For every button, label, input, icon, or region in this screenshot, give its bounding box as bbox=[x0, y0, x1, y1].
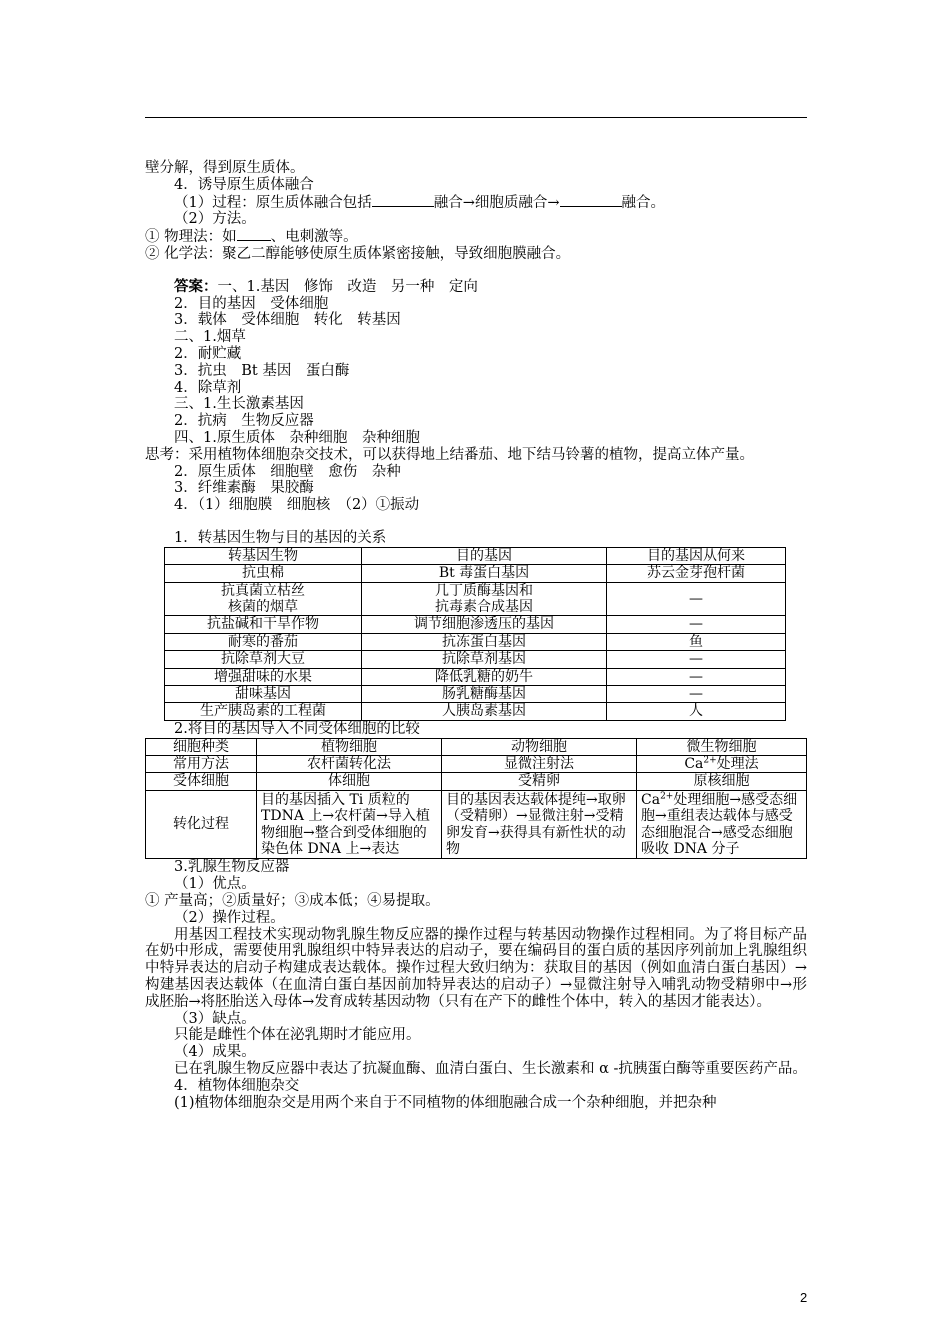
table-cell: 鱼 bbox=[607, 633, 786, 650]
table1-title: 1．转基因生物与目的基因的关系 bbox=[174, 529, 387, 546]
answer-line: 答案：一、1.基因 修饰 改造 另一种 定向 bbox=[174, 277, 478, 295]
table-cell: 抗除草剂基因 bbox=[362, 651, 607, 668]
table-cell: — bbox=[607, 651, 786, 668]
table-cell: 人 bbox=[607, 703, 786, 720]
answer-line: 3．抗虫 Bt 基因 蛋白酶 bbox=[174, 362, 350, 379]
table-cell: 抗虫棉 bbox=[165, 565, 362, 582]
table-cell: — bbox=[607, 616, 786, 633]
answer-line: 三、1.生长激素基因 bbox=[174, 396, 304, 413]
answer-line: 3．纤维素酶 果胶酶 bbox=[174, 480, 314, 497]
table-cell: 抗盐碱和干旱作物 bbox=[165, 616, 362, 633]
table-cell: 苏云金芽孢杆菌 bbox=[607, 565, 786, 582]
table-row bbox=[165, 582, 786, 616]
answer-line: 4．除草剂 bbox=[174, 379, 242, 396]
table-header-cell: 目的基因从何来 bbox=[607, 547, 786, 564]
receptor-comparison-table bbox=[145, 738, 807, 860]
table-cell: 抗冻蛋白基因 bbox=[362, 633, 607, 650]
table-cell: 几丁质酶基因和 抗毒素合成基因 bbox=[362, 582, 607, 616]
table-cell: Bt 毒蛋白基因 bbox=[362, 565, 607, 582]
header-rule bbox=[145, 117, 807, 118]
text-line: 4．诱导原生质体融合 bbox=[174, 176, 314, 193]
table-row bbox=[146, 790, 807, 859]
text-line: （2）方法。 bbox=[174, 211, 256, 228]
table-cell: 肠乳糖酶基因 bbox=[362, 685, 607, 702]
table-cell: 原核细胞 bbox=[637, 773, 807, 790]
table-cell: — bbox=[607, 685, 786, 702]
table-cell: 增强甜味的水果 bbox=[165, 668, 362, 685]
answer-line: 4．（1）细胞膜 细胞核 （2）①振动 bbox=[174, 497, 420, 514]
table-row bbox=[165, 616, 786, 633]
table-cell: $Ca^{2+}$处理细胞→感受态细胞→重组表达载体与感受态细胞混合→感受态细胞吸收 DNA 分子 bbox=[637, 790, 807, 859]
answer-line: 2．耐贮藏 bbox=[174, 345, 242, 362]
section-title: 4．植物体细胞杂交 bbox=[174, 1077, 300, 1094]
table-cell: — bbox=[607, 668, 786, 685]
table-cell: 人胰岛素基因 bbox=[362, 703, 607, 720]
fill-blank bbox=[237, 228, 271, 241]
answer-label: 答案： bbox=[174, 277, 218, 295]
page-number: 2 bbox=[800, 1290, 808, 1305]
table-row bbox=[165, 685, 786, 702]
answer-thinking: 思考：采用植物体细胞杂交技术，可以获得地上结番茄、地下结马铃薯的植物，提高立体产量。 bbox=[145, 446, 754, 463]
table-header-cell: 微生物细胞 bbox=[637, 738, 807, 755]
table-header-cell: 动物细胞 bbox=[442, 738, 637, 755]
table2-title: 2.将目的基因导入不同受体细胞的比较 bbox=[174, 720, 420, 737]
text-line: （1）优点。 bbox=[174, 876, 256, 893]
table-cell: 体细胞 bbox=[257, 773, 442, 790]
table-cell: 目的基因插入 Ti 质粒的 TDNA 上→农杆菌→导入植物细胞→整合到受体细胞的染色体 DNA 上→表达 bbox=[257, 790, 442, 859]
fusion-physical: ① 物理法：如 、电刺激等。 bbox=[145, 229, 358, 246]
table-cell: 降低乳糖的奶牛 bbox=[362, 668, 607, 685]
table-row bbox=[146, 756, 807, 773]
table-cell: 生产胰岛素的工程菌 bbox=[165, 703, 362, 720]
page-content bbox=[145, 160, 807, 1111]
table-row bbox=[165, 633, 786, 650]
table-cell: 转化过程 bbox=[146, 790, 257, 859]
answer-line: 四、1.原生质体 杂种细胞 杂种细胞 bbox=[174, 429, 420, 446]
text-line: 壁分解，得到原生质体。 bbox=[145, 160, 305, 176]
text-line: (1)植物体细胞杂交是用两个来自于不同植物的体细胞融合成一个杂种细胞，并把杂种 bbox=[174, 1094, 717, 1111]
table-cell: 目的基因表达载体提纯→取卵（受精卵）→显微注射→受精卵发育→获得具有新性状的动物 bbox=[442, 790, 637, 859]
answer-line: 2．目的基因 受体细胞 bbox=[174, 295, 329, 312]
table-cell: 常用方法 bbox=[146, 756, 257, 773]
table-cell: 显微注射法 bbox=[442, 756, 637, 773]
table-cell: $Ca^{2+}$处理法 bbox=[637, 756, 807, 773]
text-line: 只能是雌性个体在泌乳期时才能应用。 bbox=[174, 1027, 421, 1044]
table-cell: 农杆菌转化法 bbox=[257, 756, 442, 773]
table-header-row bbox=[165, 547, 786, 564]
transgenic-table bbox=[164, 547, 786, 721]
answer-line: 二、1.烟草 bbox=[174, 329, 246, 346]
table-cell: 抗真菌立枯丝 核菌的烟草 bbox=[165, 582, 362, 616]
table-header-row bbox=[146, 738, 807, 755]
table-cell: 耐寒的番茄 bbox=[165, 633, 362, 650]
table-cell: 受体细胞 bbox=[146, 773, 257, 790]
table-header-cell: 转基因生物 bbox=[165, 547, 362, 564]
fusion-process: （1）过程：原生质体融合包括 融合→细胞质融合→ 融合。 bbox=[174, 194, 666, 211]
fill-blank bbox=[560, 194, 622, 207]
table-row bbox=[165, 668, 786, 685]
answer-line: 2．原生质体 细胞壁 愈伤 杂种 bbox=[174, 463, 401, 480]
answer-line: 3．载体 受体细胞 转化 转基因 bbox=[174, 312, 401, 329]
section-title: 3.乳腺生物反应器 bbox=[174, 859, 290, 876]
table-cell: — bbox=[607, 582, 786, 616]
text-line: （2）操作过程。 bbox=[174, 909, 285, 926]
table-cell: 抗除草剂大豆 bbox=[165, 651, 362, 668]
table-row bbox=[165, 565, 786, 582]
text-line: ② 化学法：聚乙二醇能够使原生质体紧密接触，导致细胞膜融合。 bbox=[145, 245, 571, 262]
paragraph: 已在乳腺生物反应器中表达了抗凝血酶、血清白蛋白、生长激素和 α -抗胰蛋白酶等重要医药产品。 bbox=[174, 1061, 807, 1077]
table-cell: 受精卵 bbox=[442, 773, 637, 790]
table-row bbox=[146, 773, 807, 790]
text-line: （4）成果。 bbox=[174, 1044, 256, 1061]
table-row bbox=[165, 651, 786, 668]
table-header-cell: 植物细胞 bbox=[257, 738, 442, 755]
table-cell: 甜味基因 bbox=[165, 685, 362, 702]
table-header-cell: 细胞种类 bbox=[146, 738, 257, 755]
answer-line: 2．抗病 生物反应器 bbox=[174, 413, 314, 430]
text-line: （3）缺点。 bbox=[174, 1010, 256, 1027]
paragraph: 用基因工程技术实现动物乳腺生物反应器的操作过程与转基因动物操作过程相同。为了将目标产品在奶中形成，需要使用乳腺组织中特异表达的启动子，要在编码目的蛋白质的基因序列前加上乳腺组织中特异表达的启动子构建成表达载体。操作过程大致归纳为：获取目的基因（例如血清白蛋白基因）→构建基因表达载体（在血清白蛋白基因前加特异表达的启动子）→显微注射导入哺乳动物受精卵中→形成胚胎→将胚胎送入母体→发育成转基因动物（只有在产下的雌性个体中，转入的基因才能表达）。 bbox=[145, 926, 807, 1010]
fill-blank bbox=[372, 194, 434, 207]
text-line: ① 产量高；②质量好；③成本低；④易提取。 bbox=[145, 893, 440, 910]
table-row bbox=[165, 703, 786, 720]
table-header-cell: 目的基因 bbox=[362, 547, 607, 564]
table-cell: 调节细胞渗透压的基因 bbox=[362, 616, 607, 633]
